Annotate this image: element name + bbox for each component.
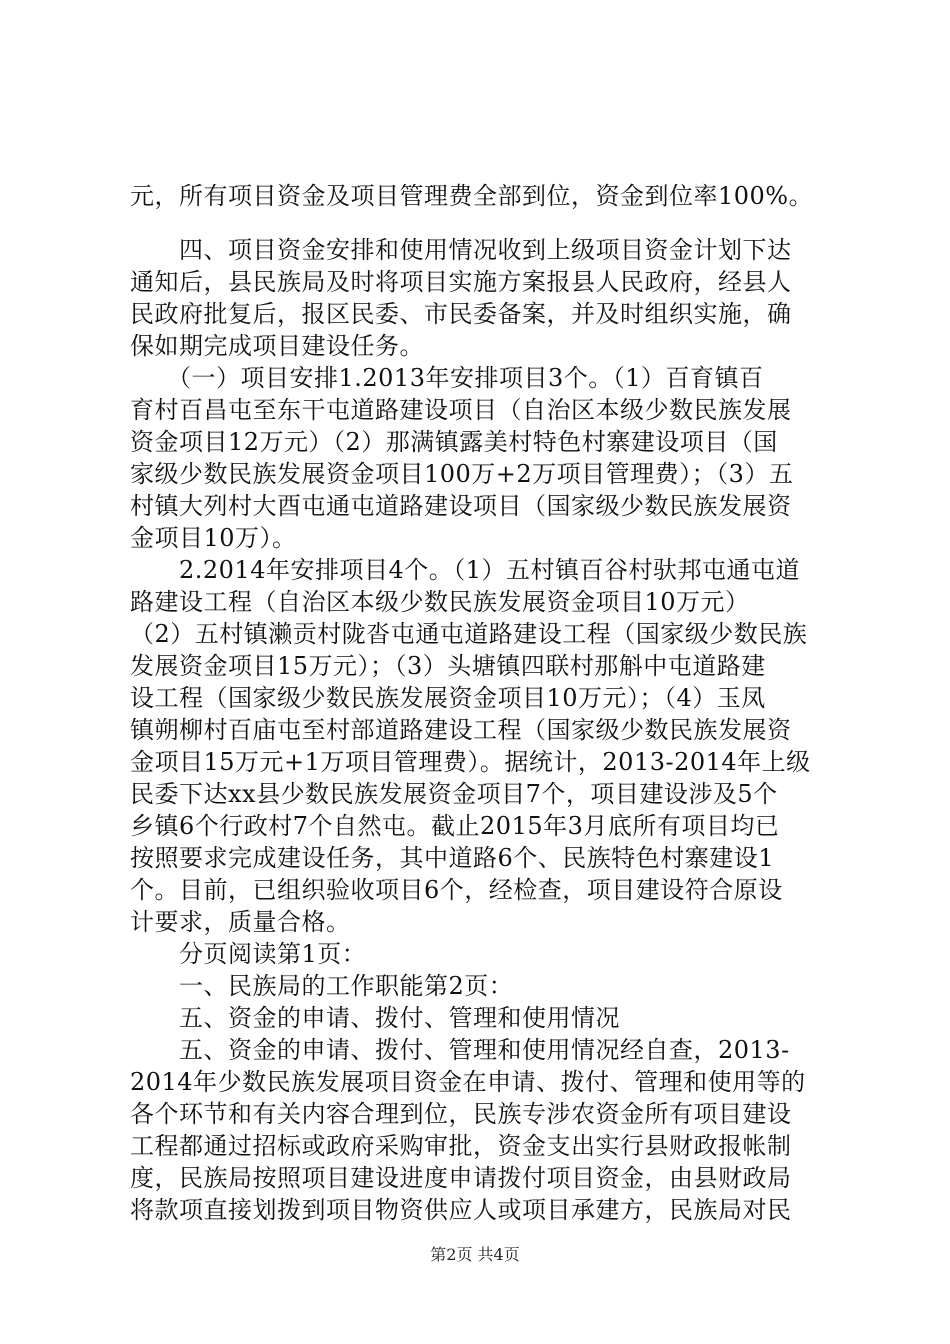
text-line: 将款项直接划拨到项目物资供应人或项目承建方，民族局对民 <box>130 1196 792 1224</box>
text-line: 金项目10万）。 <box>130 524 297 552</box>
page-footer: 第2页 共4页 <box>430 1245 520 1264</box>
text-line: 四、项目资金安排和使用情况收到上级项目资金计划下达 <box>130 236 792 264</box>
text-line: 家级少数民族发展资金项目100万+2万项目管理费）；（3）五 <box>130 460 794 488</box>
text-line: 2014年少数民族发展项目资金在申请、拨付、管理和使用等的 <box>130 1068 806 1096</box>
text-line: 计要求，质量合格。 <box>130 908 351 936</box>
text-line: 发展资金项目15万元）；（3）头塘镇四联村那斛中屯道路建 <box>130 652 766 680</box>
text-line: 按照要求完成建设任务，其中道路6个、民族特色村寨建设1 <box>130 844 775 872</box>
text-line: （2）五村镇濑贡村陇沓屯通屯道路建设工程（国家级少数民族 <box>130 620 808 648</box>
text-line: 村镇大列村大酉屯通屯道路建设项目（国家级少数民族发展资 <box>130 492 792 520</box>
text-line: 设工程（国家级少数民族发展资金项目10万元）；（4）玉凤 <box>130 684 766 712</box>
text-line: 五、资金的申请、拨付、管理和使用情况 <box>130 1004 620 1032</box>
text-line: 一、民族局的工作职能第2页： <box>130 972 514 1000</box>
text-line: 度，民族局按照项目建设进度申请拨付项目资金，由县财政局 <box>130 1164 792 1192</box>
text-line: 民政府批复后，报区民委、市民委备案，并及时组织实施，确 <box>130 300 792 328</box>
text-line: 五、资金的申请、拨付、管理和使用情况经自查，2013- <box>130 1036 790 1064</box>
text-line: 金项目15万元+1万项目管理费）。据统计，2013-2014年上级 <box>130 748 811 776</box>
text-line: 元，所有项目资金及项目管理费全部到位，资金到位率100%。 <box>130 182 814 210</box>
text-line: 个。目前，已组织验收项目6个，经检查，项目建设符合原设 <box>130 876 783 904</box>
text-line: 民委下达xx县少数民族发展资金项目7个，项目建设涉及5个 <box>130 780 778 808</box>
text-line: 各个环节和有关内容合理到位，民族专涉农资金所有项目建设 <box>130 1100 792 1128</box>
text-line: 育村百昌屯至东干屯道路建设项目（自治区本级少数民族发展 <box>130 396 792 424</box>
text-line: 保如期完成项目建设任务。 <box>130 332 424 360</box>
text-line: 分页阅读第1页： <box>130 940 367 968</box>
text-line: 通知后，县民族局及时将项目实施方案报县人民政府，经县人 <box>130 268 792 296</box>
text-line: 2.2014年安排项目4个。（1）五村镇百谷村驮邦屯通屯道 <box>130 556 801 584</box>
text-line: 资金项目12万元）（2）那满镇露美村特色村寨建设项目（国 <box>130 428 778 456</box>
text-line: 镇朔柳村百庙屯至村部道路建设工程（国家级少数民族发展资 <box>130 716 792 744</box>
text-line: 乡镇6个行政村7个自然屯。截止2015年3月底所有项目均已 <box>130 812 780 840</box>
text-line: （一）项目安排1.2013年安排项目3个。（1）百育镇百 <box>130 364 764 392</box>
text-line: 工程都通过招标或政府采购审批，资金支出实行县财政报帐制 <box>130 1132 792 1160</box>
text-line: 路建设工程（自治区本级少数民族发展资金项目10万元） <box>130 588 750 616</box>
